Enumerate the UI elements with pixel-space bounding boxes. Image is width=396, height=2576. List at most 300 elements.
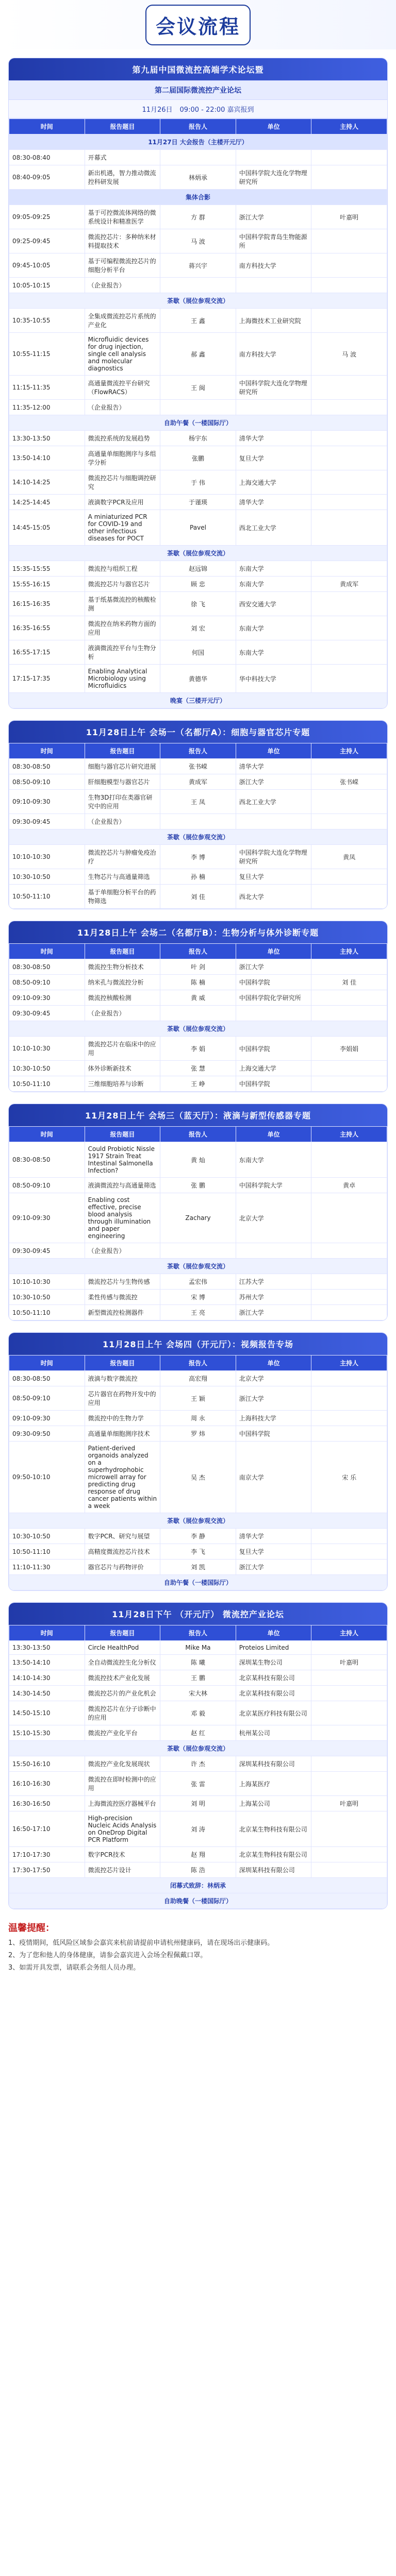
table-row xyxy=(9,278,387,293)
table-row xyxy=(9,845,387,869)
table-row xyxy=(9,1655,387,1670)
cell-title: （企业报告） xyxy=(85,400,160,415)
cell-org: 浙江大学 xyxy=(236,774,311,790)
table-header: 报告题目 xyxy=(85,1355,160,1371)
table-row xyxy=(9,1386,387,1411)
table-row xyxy=(9,1701,387,1725)
cell-time: 09:05-09:25 xyxy=(9,205,85,229)
cell-speaker xyxy=(160,1243,236,1259)
cell-host xyxy=(311,1076,387,1092)
meta-value: 09:00 - 22:00 嘉宾报到 xyxy=(179,106,254,114)
cell-speaker: 陈 曦 xyxy=(160,1655,236,1670)
cell-time: 10:35-10:55 xyxy=(9,309,85,333)
table-header: 时间 xyxy=(9,743,85,759)
cell-speaker: 赵远锦 xyxy=(160,561,236,577)
cell-title: 微流控生物分析技术 xyxy=(85,959,160,975)
cell-host xyxy=(311,1811,387,1847)
cell-org: 南方科技大学 xyxy=(236,333,311,376)
agenda-table xyxy=(9,118,387,708)
table-row xyxy=(9,790,387,814)
table-row xyxy=(9,1529,387,1544)
cell-org: 东南大学 xyxy=(236,1142,311,1178)
cell-org: 深圳某科技有限公司 xyxy=(236,1862,311,1878)
cell-speaker: 黄 灿 xyxy=(160,1142,236,1178)
cell-speaker: 陈 楠 xyxy=(160,975,236,990)
cell-speaker: 赵 红 xyxy=(160,1725,236,1741)
cell-host xyxy=(311,616,387,640)
table-header: 报告人 xyxy=(160,119,236,134)
table-row xyxy=(9,253,387,278)
agenda-section xyxy=(8,1332,388,1591)
cell-host: 李娟娟 xyxy=(311,1037,387,1061)
cell-speaker: 宋大林 xyxy=(160,1686,236,1701)
cell-time: 16:35-16:55 xyxy=(9,616,85,640)
cell-host xyxy=(311,1544,387,1560)
cell-time: 10:55-11:15 xyxy=(9,333,85,376)
table-row xyxy=(9,561,387,577)
table-header-row xyxy=(9,1625,387,1641)
cell-org xyxy=(236,278,311,293)
cell-org: 清华大学 xyxy=(236,1529,311,1544)
table-row xyxy=(9,774,387,790)
cell-time: 13:50-14:10 xyxy=(9,1655,85,1670)
table-break-row xyxy=(9,1878,387,1893)
cell-speaker xyxy=(160,814,236,829)
cell-title: 全集成微流控芯片系统的产业化 xyxy=(85,309,160,333)
table-header: 报告人 xyxy=(160,1625,236,1641)
table-row xyxy=(9,1811,387,1847)
cell-host: 宋 乐 xyxy=(311,1442,387,1513)
table-header: 主持人 xyxy=(311,944,387,959)
cell-time: 10:30-10:50 xyxy=(9,1290,85,1305)
table-header: 主持人 xyxy=(311,1355,387,1371)
cell-title: Patient-derived organoids analyzed on a superhydrophobic microwell array for predicting drug response of drug cancer patients within a week xyxy=(85,1442,160,1513)
cell-time: 14:10-14:30 xyxy=(9,1670,85,1686)
cell-time: 16:15-16:35 xyxy=(9,592,85,616)
cell-host xyxy=(311,253,387,278)
cell-org: 东南大学 xyxy=(236,640,311,665)
cell-host xyxy=(311,1560,387,1575)
table-header: 单位 xyxy=(236,1625,311,1641)
table-header: 报告人 xyxy=(160,1355,236,1371)
table-row xyxy=(9,205,387,229)
cell-time: 14:30-14:50 xyxy=(9,1686,85,1701)
cell-time: 10:50-11:10 xyxy=(9,1544,85,1560)
section-title: 11月28日下午 （开元厅） 微流控产业论坛 xyxy=(9,1603,387,1625)
cell-speaker: 黄德华 xyxy=(160,665,236,693)
table-break-row xyxy=(9,693,387,708)
cell-host xyxy=(311,510,387,546)
table-row xyxy=(9,577,387,592)
cell-host xyxy=(311,1670,387,1686)
cell-title: Microfluidic devices for drug injection, single cell analysis and molecular diagnostics xyxy=(85,333,160,376)
cell-host: 马 波 xyxy=(311,333,387,376)
table-row xyxy=(9,1686,387,1701)
table-row xyxy=(9,431,387,446)
cell-org: 中国科学院化学研究所 xyxy=(236,990,311,1006)
cell-speaker: 张 雷 xyxy=(160,1772,236,1796)
cell-org: 上海微技术工业研究院 xyxy=(236,309,311,333)
cell-title: 细胞与器官芯片研究进展 xyxy=(85,759,160,774)
cell-speaker: 孙 楠 xyxy=(160,869,236,885)
cell-title: Enabling cost effective, precise blood analysis through illumination and paper engineering xyxy=(85,1193,160,1243)
cell-host: 黄卓 xyxy=(311,1178,387,1193)
table-header: 报告题目 xyxy=(85,1625,160,1641)
cell-time: 09:25-09:45 xyxy=(9,229,85,253)
cell-speaker: 叶 剑 xyxy=(160,959,236,975)
cell-time: 13:30-13:50 xyxy=(9,431,85,446)
cell-time: 16:30-16:50 xyxy=(9,1796,85,1811)
cell-title: 微流控在纳米药物方面的应用 xyxy=(85,616,160,640)
cell-host xyxy=(311,1386,387,1411)
agenda-section xyxy=(8,921,388,1092)
cell-org: 东南大学 xyxy=(236,561,311,577)
cell-host xyxy=(311,561,387,577)
cell-speaker: 黄 威 xyxy=(160,990,236,1006)
cell-org: 西北工业大学 xyxy=(236,790,311,814)
table-header: 时间 xyxy=(9,1127,85,1142)
agenda-table xyxy=(9,743,387,909)
cell-host xyxy=(311,1305,387,1320)
cell-time: 13:50-14:10 xyxy=(9,446,85,470)
cell-org: 上海某医疗 xyxy=(236,1772,311,1796)
cell-org: 北京某医疗科技有限公司 xyxy=(236,1701,311,1725)
table-row xyxy=(9,470,387,495)
cell-host: 黄凤 xyxy=(311,845,387,869)
cell-time: 10:10-10:30 xyxy=(9,1274,85,1290)
agenda-table xyxy=(9,1126,387,1320)
cell-time: 14:10-14:25 xyxy=(9,470,85,495)
cell-time: 09:10-09:30 xyxy=(9,1193,85,1243)
cell-host xyxy=(311,1686,387,1701)
cell-title: 开幕式 xyxy=(85,150,160,165)
table-break-row xyxy=(9,829,387,845)
cell-title: 新型微流控检测器件 xyxy=(85,1305,160,1320)
cell-host xyxy=(311,1290,387,1305)
table-row xyxy=(9,1193,387,1243)
cell-title: 微流控在即时检测中的应用 xyxy=(85,1772,160,1796)
cell-host xyxy=(311,1243,387,1259)
row-label: 自助午餐（一楼国际厅） xyxy=(9,415,387,431)
cell-host xyxy=(311,1411,387,1426)
cell-title: 高精度微流控芯片技术 xyxy=(85,1544,160,1560)
cell-time: 08:50-09:10 xyxy=(9,774,85,790)
cell-host xyxy=(311,814,387,829)
cell-time: 09:45-10:05 xyxy=(9,253,85,278)
table-row xyxy=(9,1560,387,1575)
table-break-row xyxy=(9,1575,387,1590)
cell-title: 基于可编程微流控芯片的细胞分析平台 xyxy=(85,253,160,278)
cell-host xyxy=(311,592,387,616)
cell-title: 高通量微流控平台研究（FlowRACS） xyxy=(85,376,160,400)
row-label: 茶歇（展位参观交流） xyxy=(9,293,387,309)
cell-time: 15:35-15:55 xyxy=(9,561,85,577)
cell-title: 微流控核酸检测 xyxy=(85,990,160,1006)
table-row xyxy=(9,616,387,640)
cell-speaker: 刘 凯 xyxy=(160,1560,236,1575)
table-row xyxy=(9,1061,387,1076)
cell-speaker: 罗 炜 xyxy=(160,1426,236,1442)
cell-org xyxy=(236,150,311,165)
table-row xyxy=(9,229,387,253)
cell-title: 上海微流控医疗器械平台 xyxy=(85,1796,160,1811)
cell-org: 西安交通大学 xyxy=(236,592,311,616)
cell-speaker: 李 飞 xyxy=(160,1544,236,1560)
cell-title: 微流控芯片：多种纳米材料提取技术 xyxy=(85,229,160,253)
row-label: 茶歇（展位参观交流） xyxy=(9,546,387,561)
cell-time: 14:50-15:10 xyxy=(9,1701,85,1725)
cell-title: 微流控芯片与器官芯片 xyxy=(85,577,160,592)
table-row xyxy=(9,885,387,909)
cell-speaker: 徐 飞 xyxy=(160,592,236,616)
cell-speaker: 郝 鑫 xyxy=(160,333,236,376)
cell-speaker xyxy=(160,400,236,415)
cell-org xyxy=(236,400,311,415)
table-row xyxy=(9,1142,387,1178)
cell-time: 11:10-11:30 xyxy=(9,1560,85,1575)
cell-org: 北京某生物科技有限公司 xyxy=(236,1811,311,1847)
cell-time: 17:30-17:50 xyxy=(9,1862,85,1878)
cell-host xyxy=(311,1641,387,1655)
note-item: 2、为了您和他人的身体健康，请参会嘉宾进入会场全程佩戴口罩。 xyxy=(8,1952,207,1960)
cell-time: 15:55-16:15 xyxy=(9,577,85,592)
cell-speaker: 刘 涛 xyxy=(160,1811,236,1847)
table-header: 时间 xyxy=(9,1625,85,1641)
cell-title: High-precision Nucleic Acids Analysis on OneDrop Digital PCR Platform xyxy=(85,1811,160,1847)
table-header: 报告题目 xyxy=(85,944,160,959)
cell-speaker: 宋 博 xyxy=(160,1290,236,1305)
cell-host xyxy=(311,1756,387,1772)
cell-host xyxy=(311,1725,387,1741)
cell-org: 东南大学 xyxy=(236,577,311,592)
note-item: 1、疫情期间，低风险区域参会嘉宾来杭前请提前申请杭州健康码，请在现场出示健康码。 xyxy=(8,1939,274,1947)
cell-org: 复旦大学 xyxy=(236,869,311,885)
sections xyxy=(0,58,396,1909)
agenda-section xyxy=(8,58,388,709)
cell-org: 深圳某科技有限公司 xyxy=(236,1756,311,1772)
cell-org: 浙江大学 xyxy=(236,1386,311,1411)
cell-speaker: 张 慧 xyxy=(160,1061,236,1076)
cell-title: （企业报告） xyxy=(85,1006,160,1021)
table-row xyxy=(9,1290,387,1305)
table-header-row xyxy=(9,1127,387,1142)
row-label: 自助午餐（一楼国际厅） xyxy=(9,1575,387,1590)
table-header: 主持人 xyxy=(311,743,387,759)
cell-org: 清华大学 xyxy=(236,759,311,774)
cell-speaker: 于谨瑛 xyxy=(160,495,236,510)
cell-speaker xyxy=(160,278,236,293)
cell-time: 10:30-10:50 xyxy=(9,1529,85,1544)
cell-org: 华中科技大学 xyxy=(236,665,311,693)
section-meta xyxy=(9,99,387,118)
cell-speaker: 王 亮 xyxy=(160,1305,236,1320)
table-row xyxy=(9,1544,387,1560)
cell-host xyxy=(311,665,387,693)
cell-speaker: 马 波 xyxy=(160,229,236,253)
cell-host: 叶嘉明 xyxy=(311,1655,387,1670)
cell-speaker xyxy=(160,150,236,165)
table-break-row xyxy=(9,293,387,309)
table-row xyxy=(9,592,387,616)
table-break-row xyxy=(9,1741,387,1756)
cell-title: 微流控系统的发展趋势 xyxy=(85,431,160,446)
table-row xyxy=(9,1037,387,1061)
cell-org: 中国科学院大连化学物理研究所 xyxy=(236,376,311,400)
cell-time: 15:50-16:10 xyxy=(9,1756,85,1772)
cell-title: 微流控芯片设计 xyxy=(85,1862,160,1878)
table-header: 单位 xyxy=(236,944,311,959)
cell-title: 微流控芯片的产业化机会 xyxy=(85,1686,160,1701)
cell-title: 微流控产业化发展现状 xyxy=(85,1756,160,1772)
cell-org: 西北大学 xyxy=(236,885,311,909)
cell-speaker xyxy=(160,1006,236,1021)
cell-host xyxy=(311,400,387,415)
row-label: 茶歇（展位参观交流） xyxy=(9,1741,387,1756)
table-row xyxy=(9,510,387,546)
table-row xyxy=(9,1305,387,1320)
cell-title: 微流控芯片与细胞调控研究 xyxy=(85,470,160,495)
table-row xyxy=(9,1426,387,1442)
cell-time: 10:50-11:10 xyxy=(9,1305,85,1320)
section-title: 11月28日上午 会场三（蓝天厅）：液滴与新型传感器专题 xyxy=(9,1104,387,1126)
table-header-row xyxy=(9,743,387,759)
table-row xyxy=(9,640,387,665)
page-title: 会议流程 xyxy=(145,5,251,45)
cell-org: 深圳某生物公司 xyxy=(236,1655,311,1670)
table-row xyxy=(9,990,387,1006)
cell-title: 芯片器官在药物开发中的应用 xyxy=(85,1386,160,1411)
section-title: 11月28日上午 会场四（开元厅）：视频报告专场 xyxy=(9,1333,387,1355)
table-row xyxy=(9,1006,387,1021)
cell-time: 09:30-09:45 xyxy=(9,1243,85,1259)
table-group-row xyxy=(9,134,387,150)
cell-host xyxy=(311,1426,387,1442)
cell-title: 液滴与数字微流控 xyxy=(85,1371,160,1386)
cell-time: 10:30-10:50 xyxy=(9,1061,85,1076)
cell-speaker: 王 凤 xyxy=(160,790,236,814)
section-title: 11月28日上午 会场二（名都厅B）：生物分析与体外诊断专题 xyxy=(9,921,387,943)
table-row xyxy=(9,959,387,975)
cell-org: 北京某生物科技有限公司 xyxy=(236,1847,311,1862)
cell-org: 复旦大学 xyxy=(236,1544,311,1560)
cell-speaker: Mike Ma xyxy=(160,1641,236,1655)
table-header-row xyxy=(9,119,387,134)
table-row xyxy=(9,665,387,693)
cell-time: 08:30-08:50 xyxy=(9,1142,85,1178)
cell-time: 08:40-09:05 xyxy=(9,165,85,190)
cell-title: 数字PCR技术 xyxy=(85,1847,160,1862)
table-break-row xyxy=(9,546,387,561)
cell-speaker: 李 博 xyxy=(160,845,236,869)
cell-host xyxy=(311,278,387,293)
cell-time: 13:30-13:50 xyxy=(9,1641,85,1655)
cell-title: 新出机遇，智力推动微流控科研发展 xyxy=(85,165,160,190)
cell-org xyxy=(236,1006,311,1021)
cell-org: 北京某科技有限公司 xyxy=(236,1670,311,1686)
cell-org: 中国科学院 xyxy=(236,1076,311,1092)
table-row xyxy=(9,869,387,885)
cell-time: 09:30-09:45 xyxy=(9,814,85,829)
cell-speaker: 李 娟 xyxy=(160,1037,236,1061)
table-header: 主持人 xyxy=(311,1625,387,1641)
cell-org: 中国科学院大连化学物理研究所 xyxy=(236,845,311,869)
cell-org: 上海科技大学 xyxy=(236,1411,311,1426)
cell-title: 全自动微流控生化分析仪 xyxy=(85,1655,160,1670)
cell-speaker: 王 峥 xyxy=(160,1076,236,1092)
cell-host xyxy=(311,1274,387,1290)
row-label: 11月27日 大会报告（主楼开元厅） xyxy=(9,134,387,150)
cell-title: 基于纸基微流控的核酸检测 xyxy=(85,592,160,616)
cell-time: 09:30-09:50 xyxy=(9,1426,85,1442)
table-break-row xyxy=(9,1893,387,1909)
table-header: 单位 xyxy=(236,1355,311,1371)
table-row xyxy=(9,1796,387,1811)
table-row xyxy=(9,1641,387,1655)
table-break-row xyxy=(9,1021,387,1037)
cell-org: 浙江大学 xyxy=(236,205,311,229)
cell-speaker: 蒋兴宇 xyxy=(160,253,236,278)
table-break-row xyxy=(9,1513,387,1529)
cell-time: 11:35-12:00 xyxy=(9,400,85,415)
cell-title: 微流控芯片与肿瘤免疫治疗 xyxy=(85,845,160,869)
cell-title: 微流控芯片与生物传感 xyxy=(85,1274,160,1290)
cell-host xyxy=(311,759,387,774)
cell-speaker: Zachary xyxy=(160,1193,236,1243)
cell-title: 微流控中的生物力学 xyxy=(85,1411,160,1426)
row-label: 茶歇（展位参观交流） xyxy=(9,1259,387,1274)
section-title: 第九届中国微流控高端学术论坛暨 xyxy=(9,58,387,80)
cell-speaker: 王 鹏 xyxy=(160,1670,236,1686)
cell-org: 上海交通大学 xyxy=(236,1061,311,1076)
cell-title: 液滴数字PCR及应用 xyxy=(85,495,160,510)
cell-org: 西北工业大学 xyxy=(236,510,311,546)
table-header: 报告题目 xyxy=(85,119,160,134)
cell-host xyxy=(311,1847,387,1862)
table-row xyxy=(9,1178,387,1193)
agenda-section xyxy=(8,1602,388,1909)
table-row xyxy=(9,814,387,829)
table-row xyxy=(9,1076,387,1092)
cell-org: 浙江大学 xyxy=(236,959,311,975)
cell-time: 17:10-17:30 xyxy=(9,1847,85,1862)
cell-speaker: Pavel xyxy=(160,510,236,546)
cell-org: 南方科技大学 xyxy=(236,253,311,278)
cell-speaker: 周 永 xyxy=(160,1411,236,1426)
cell-host xyxy=(311,309,387,333)
cell-org xyxy=(236,1243,311,1259)
row-label: 自助晚餐（一楼国际厅） xyxy=(9,1893,387,1909)
cell-host xyxy=(311,790,387,814)
cell-host xyxy=(311,1772,387,1796)
note-item: 3、如需开具发票，请联系会务组人员办理。 xyxy=(8,1964,140,1972)
row-label: 闭幕式致辞：林炳承 xyxy=(9,1878,387,1893)
table-row xyxy=(9,1725,387,1741)
agenda-table xyxy=(9,1625,387,1909)
cell-title: 数字PCR、研究与展望 xyxy=(85,1529,160,1544)
cell-time: 08:30-08:40 xyxy=(9,150,85,165)
cell-host xyxy=(311,640,387,665)
table-header-row xyxy=(9,1355,387,1371)
cell-time: 08:30-08:50 xyxy=(9,1371,85,1386)
cell-speaker: 王 鑫 xyxy=(160,309,236,333)
cell-host: 黄成军 xyxy=(311,577,387,592)
table-header: 单位 xyxy=(236,119,311,134)
cell-host xyxy=(311,495,387,510)
cell-time: 09:10-09:30 xyxy=(9,1411,85,1426)
cell-speaker: 陈 浩 xyxy=(160,1862,236,1878)
table-header: 时间 xyxy=(9,944,85,959)
table-header: 时间 xyxy=(9,119,85,134)
